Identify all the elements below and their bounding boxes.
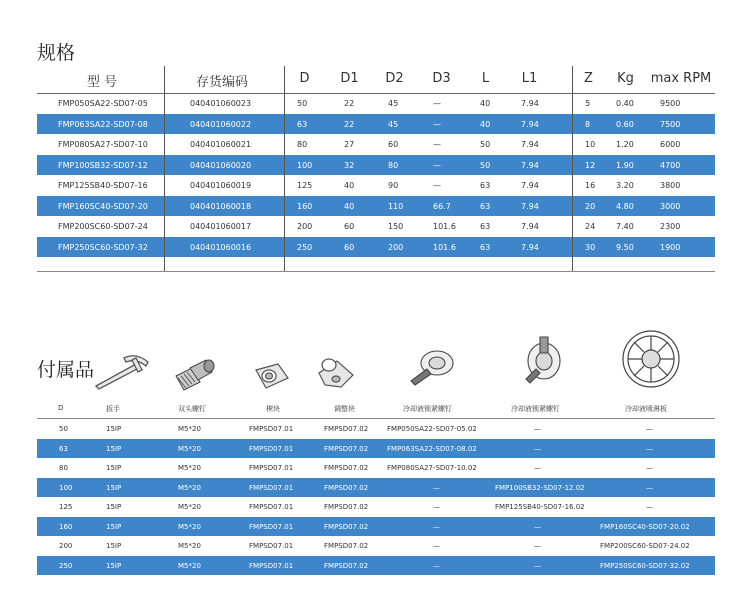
spec-cell-d1: 40 xyxy=(344,181,355,190)
acc-cell-d: 250 xyxy=(59,561,73,570)
acc-cell-d: 100 xyxy=(59,483,73,492)
spec-cell-kg: 0.60 xyxy=(616,119,634,129)
spec-cell-code: 040401060018 xyxy=(190,201,252,211)
spec-cell-d1: 40 xyxy=(344,201,355,211)
spec-row xyxy=(37,216,715,237)
acc-cell-d: 125 xyxy=(59,503,73,511)
acc-cell-wedge: FMPSD07.01 xyxy=(249,503,294,511)
spec-cell-d2: 110 xyxy=(388,201,404,211)
spec-row xyxy=(37,93,715,114)
spec-divider-1 xyxy=(164,66,165,272)
spec-cell-code: 040401060023 xyxy=(190,99,252,108)
acc-col-header-adjust: 调整块 xyxy=(334,405,355,413)
acc-cell-wedge: FMPSD07.01 xyxy=(249,542,294,550)
spec-cell-d: 50 xyxy=(297,99,308,108)
acc-cell-d: 200 xyxy=(59,542,73,550)
t-wrench-icon xyxy=(88,350,152,390)
acc-cell-coolant-screw-1: — xyxy=(433,561,440,570)
spec-cell-model: FMP063SA22-SD07-08 xyxy=(58,119,148,129)
col-header-d3: D3 xyxy=(432,71,451,86)
spec-cell-l1: 7.94 xyxy=(521,242,539,252)
spec-cell-d2: 60 xyxy=(388,140,399,149)
coolant-screw-large-icon xyxy=(518,333,562,385)
col-header-model: 型 号 xyxy=(86,75,118,90)
acc-cell-d: 63 xyxy=(59,444,68,453)
spec-cell-d3: — xyxy=(433,181,441,190)
acc-cell-screw: M5*20 xyxy=(178,561,201,570)
acc-cell-screw: M5*20 xyxy=(178,542,201,550)
acc-cell-wedge: FMPSD07.01 xyxy=(249,444,294,453)
acc-col-header-coolant-screw-2: 冷却液锁紧螺钉 xyxy=(511,405,560,413)
spec-cell-l: 40 xyxy=(480,119,491,129)
col-header-d: D xyxy=(299,71,310,86)
spec-bottom-line xyxy=(37,271,715,272)
col-header-d1: D1 xyxy=(340,71,359,86)
spec-cell-code: 040401060022 xyxy=(190,119,252,129)
spec-cell-rpm: 2300 xyxy=(660,222,681,231)
accessory-table xyxy=(37,402,715,575)
acc-cell-wrench: 15IP xyxy=(106,483,122,492)
spec-row xyxy=(37,237,715,258)
spec-cell-l: 63 xyxy=(480,201,491,211)
acc-cell-adjust: FMPSD07.02 xyxy=(324,483,369,492)
spec-cell-d: 160 xyxy=(297,201,313,211)
spec-cell-rpm: 4700 xyxy=(660,160,681,170)
acc-cell-adjust: FMPSD07.02 xyxy=(324,503,369,511)
spec-cell-d: 200 xyxy=(297,222,313,231)
spec-cell-d: 63 xyxy=(297,119,308,129)
spec-cell-kg: 0.40 xyxy=(616,99,634,108)
acc-cell-d: 160 xyxy=(59,522,73,531)
acc-cell-adjust: FMPSD07.02 xyxy=(324,561,369,570)
acc-cell-wrench: 15IP xyxy=(106,561,122,570)
col-header-l1: L1 xyxy=(521,71,538,86)
acc-row xyxy=(37,458,715,478)
spec-cell-kg: 9.50 xyxy=(616,242,634,252)
acc-cell-spray-plate: — xyxy=(646,483,653,492)
spec-cell-z: 10 xyxy=(585,140,596,149)
acc-table-body xyxy=(37,419,715,575)
acc-cell-spray-plate: — xyxy=(646,503,653,511)
spec-cell-model: FMP050SA22-SD07-05 xyxy=(58,99,148,108)
spec-cell-kg: 3.20 xyxy=(616,181,634,190)
acc-cell-wrench: 15IP xyxy=(106,464,122,472)
acc-cell-coolant-screw-2: — xyxy=(534,561,541,570)
spec-cell-code: 040401060021 xyxy=(190,140,252,149)
adjust-block-icon xyxy=(315,355,357,391)
spec-cell-z: 16 xyxy=(585,181,596,190)
spec-cell-z: 8 xyxy=(585,119,591,129)
acc-cell-screw: M5*20 xyxy=(178,483,201,492)
spec-cell-d3: — xyxy=(433,99,441,108)
spec-cell-rpm: 3800 xyxy=(660,181,681,190)
acc-cell-coolant-screw-2: FMP100SB32-SD07-12.02 xyxy=(495,483,585,492)
spec-cell-d2: 200 xyxy=(388,242,404,252)
acc-row xyxy=(37,497,715,517)
acc-row xyxy=(37,536,715,556)
spec-cell-model: FMP100SB32-SD07-12 xyxy=(58,160,148,170)
acc-cell-coolant-screw-2: FMP125SB40-SD07-16.02 xyxy=(495,503,585,511)
spec-cell-z: 12 xyxy=(585,160,596,170)
spec-cell-model: FMP200SC60-SD07-24 xyxy=(58,222,148,231)
acc-cell-spray-plate: FMP200SC60-SD07-24.02 xyxy=(600,542,690,550)
acc-cell-wedge: FMPSD07.01 xyxy=(249,522,294,531)
spec-cell-d: 100 xyxy=(297,160,313,170)
acc-cell-wrench: 15IP xyxy=(106,542,122,550)
spec-cell-l1: 7.94 xyxy=(521,201,539,211)
spec-cell-d3: — xyxy=(433,140,441,149)
spec-divider-3 xyxy=(572,66,573,272)
acc-cell-screw: M5*20 xyxy=(178,522,201,531)
spec-cell-l1: 7.94 xyxy=(521,140,539,149)
spec-cell-l1: 7.94 xyxy=(521,222,539,231)
acc-cell-spray-plate: FMP250SC60-SD07-32.02 xyxy=(600,561,690,570)
acc-cell-coolant-screw-1: — xyxy=(433,483,440,492)
spec-cell-l: 50 xyxy=(480,140,491,149)
spec-section-title: 规格 xyxy=(37,42,76,64)
spec-cell-l: 63 xyxy=(480,242,491,252)
acc-cell-coolant-screw-1: — xyxy=(433,503,440,511)
acc-cell-wedge: FMPSD07.01 xyxy=(249,483,294,492)
acc-cell-screw: M5*20 xyxy=(178,444,201,453)
spec-cell-d1: 22 xyxy=(344,99,355,108)
col-header-d2: D2 xyxy=(385,71,404,86)
acc-cell-wedge: FMPSD07.01 xyxy=(249,425,294,433)
spec-row xyxy=(37,155,715,176)
spec-table-body xyxy=(37,93,715,257)
spec-cell-z: 24 xyxy=(585,222,596,231)
acc-row xyxy=(37,556,715,576)
spec-cell-d3: 66.7 xyxy=(433,201,451,211)
spec-cell-model: FMP250SC60-SD07-32 xyxy=(58,242,148,252)
acc-cell-coolant-screw-2: — xyxy=(534,444,541,453)
col-header-kg: Kg xyxy=(617,71,634,86)
spec-cell-code: 040401060016 xyxy=(190,242,252,252)
acc-cell-wrench: 15IP xyxy=(106,522,122,531)
spec-cell-z: 20 xyxy=(585,201,596,211)
acc-cell-coolant-screw-1: FMP050SA22-SD07-05.02 xyxy=(387,425,477,433)
spec-cell-rpm: 3000 xyxy=(660,201,681,211)
spec-cell-d1: 60 xyxy=(344,222,355,231)
spec-cell-d2: 80 xyxy=(388,160,399,170)
acc-cell-wrench: 15IP xyxy=(106,425,122,433)
spec-cell-l: 63 xyxy=(480,222,491,231)
acc-cell-d: 80 xyxy=(59,464,68,472)
spec-cell-d1: 22 xyxy=(344,119,355,129)
coolant-screw-icon xyxy=(405,345,457,387)
spec-cell-model: FMP125SB40-SD07-16 xyxy=(58,181,148,190)
acc-cell-coolant-screw-1: — xyxy=(433,522,440,531)
acc-section-title: 付属品 xyxy=(37,359,95,381)
acc-row xyxy=(37,517,715,537)
coolant-spray-plate-icon xyxy=(620,328,682,390)
spec-row xyxy=(37,114,715,135)
spec-cell-l1: 7.94 xyxy=(521,119,539,129)
spec-table xyxy=(37,66,715,272)
acc-cell-wrench: 15IP xyxy=(106,444,122,453)
acc-row xyxy=(37,419,715,439)
acc-cell-adjust: FMPSD07.02 xyxy=(324,444,369,453)
spec-cell-d3: — xyxy=(433,160,441,170)
spec-divider-2 xyxy=(284,66,285,272)
acc-cell-spray-plate: — xyxy=(646,464,653,472)
spec-cell-code: 040401060019 xyxy=(190,181,252,190)
spec-cell-d2: 45 xyxy=(388,99,399,108)
col-header-l: L xyxy=(481,71,490,86)
acc-col-header-d: D xyxy=(58,404,64,412)
acc-cell-adjust: FMPSD07.02 xyxy=(324,522,369,531)
spec-cell-l: 63 xyxy=(480,181,491,190)
spec-cell-l1: 7.94 xyxy=(521,160,539,170)
spec-cell-kg: 1.90 xyxy=(616,160,634,170)
spec-cell-d: 125 xyxy=(297,181,313,190)
acc-cell-coolant-screw-1: FMP080SA27-SD07-10.02 xyxy=(387,464,477,472)
acc-col-header-wrench: 扳手 xyxy=(106,405,120,413)
acc-cell-adjust: FMPSD07.02 xyxy=(324,542,369,550)
acc-cell-spray-plate: — xyxy=(646,444,653,453)
spec-cell-d2: 45 xyxy=(388,119,399,129)
acc-cell-coolant-screw-1: FMP063SA22-SD07-08.02 xyxy=(387,444,477,453)
spec-row xyxy=(37,134,715,155)
col-header-code: 存货编码 xyxy=(195,75,248,90)
spec-table-header xyxy=(37,66,715,94)
col-header-rpm: max RPM xyxy=(650,71,712,86)
spec-cell-d2: 90 xyxy=(388,181,399,190)
spec-cell-rpm: 6000 xyxy=(660,140,681,149)
acc-cell-spray-plate: FMP160SC40-SD07-20.02 xyxy=(600,522,690,531)
col-header-z: Z xyxy=(584,71,593,86)
spec-cell-z: 5 xyxy=(585,99,591,108)
spec-cell-l1: 7.94 xyxy=(521,181,539,190)
acc-cell-d: 50 xyxy=(59,425,68,433)
acc-cell-wedge: FMPSD07.01 xyxy=(249,561,294,570)
spec-cell-z: 30 xyxy=(585,242,596,252)
acc-cell-coolant-screw-1: — xyxy=(433,542,440,550)
spec-cell-l1: 7.94 xyxy=(521,99,539,108)
spec-cell-rpm: 1900 xyxy=(660,242,681,252)
spec-cell-d: 80 xyxy=(297,140,308,149)
acc-cell-adjust: FMPSD07.02 xyxy=(324,464,369,472)
spec-row xyxy=(37,196,715,217)
acc-cell-screw: M5*20 xyxy=(178,464,201,472)
acc-cell-coolant-screw-2: — xyxy=(534,425,541,433)
acc-cell-adjust: FMPSD07.02 xyxy=(324,425,369,433)
spec-cell-code: 040401060020 xyxy=(190,160,252,170)
spec-cell-d2: 150 xyxy=(388,222,404,231)
acc-col-header-spray-plate: 冷却液喷淋板 xyxy=(625,405,667,413)
spec-cell-d1: 27 xyxy=(344,140,355,149)
spec-row xyxy=(37,175,715,196)
spec-cell-kg: 4.80 xyxy=(616,201,634,211)
acc-cell-coolant-screw-2: — xyxy=(534,464,541,472)
spec-cell-rpm: 9500 xyxy=(660,99,681,108)
acc-col-header-screw: 双头螺钉 xyxy=(178,405,206,413)
acc-cell-coolant-screw-2: — xyxy=(534,542,541,550)
spec-cell-model: FMP160SC40-SD07-20 xyxy=(58,201,148,211)
acc-cell-wedge: FMPSD07.01 xyxy=(249,464,294,472)
acc-col-header-wedge: 楔块 xyxy=(266,405,280,413)
acc-col-header-coolant-screw-1: 冷却液锁紧螺钉 xyxy=(403,405,452,413)
acc-cell-wrench: 15IP xyxy=(106,503,122,511)
double-screw-icon xyxy=(170,356,216,392)
acc-row xyxy=(37,478,715,498)
spec-cell-l: 40 xyxy=(480,99,491,108)
spec-cell-rpm: 7500 xyxy=(660,119,681,129)
spec-cell-d1: 60 xyxy=(344,242,355,252)
wedge-block-icon xyxy=(250,360,292,392)
spec-cell-d3: 101.6 xyxy=(433,222,456,231)
spec-cell-l: 50 xyxy=(480,160,491,170)
acc-cell-coolant-screw-2: — xyxy=(534,522,541,531)
spec-cell-kg: 1.20 xyxy=(616,140,634,149)
spec-cell-d1: 32 xyxy=(344,160,355,170)
spec-cell-d3: 101.6 xyxy=(433,242,456,252)
acc-cell-screw: M5*20 xyxy=(178,503,201,511)
acc-cell-spray-plate: — xyxy=(646,425,653,433)
acc-cell-screw: M5*20 xyxy=(178,425,201,433)
spec-cell-model: FMP080SA27-SD07-10 xyxy=(58,140,148,149)
acc-row xyxy=(37,439,715,459)
spec-cell-code: 040401060017 xyxy=(190,222,252,231)
spec-cell-kg: 7.40 xyxy=(616,222,634,231)
spec-cell-d3: — xyxy=(433,119,441,129)
acc-table-header xyxy=(37,402,715,419)
spec-cell-d: 250 xyxy=(297,242,313,252)
